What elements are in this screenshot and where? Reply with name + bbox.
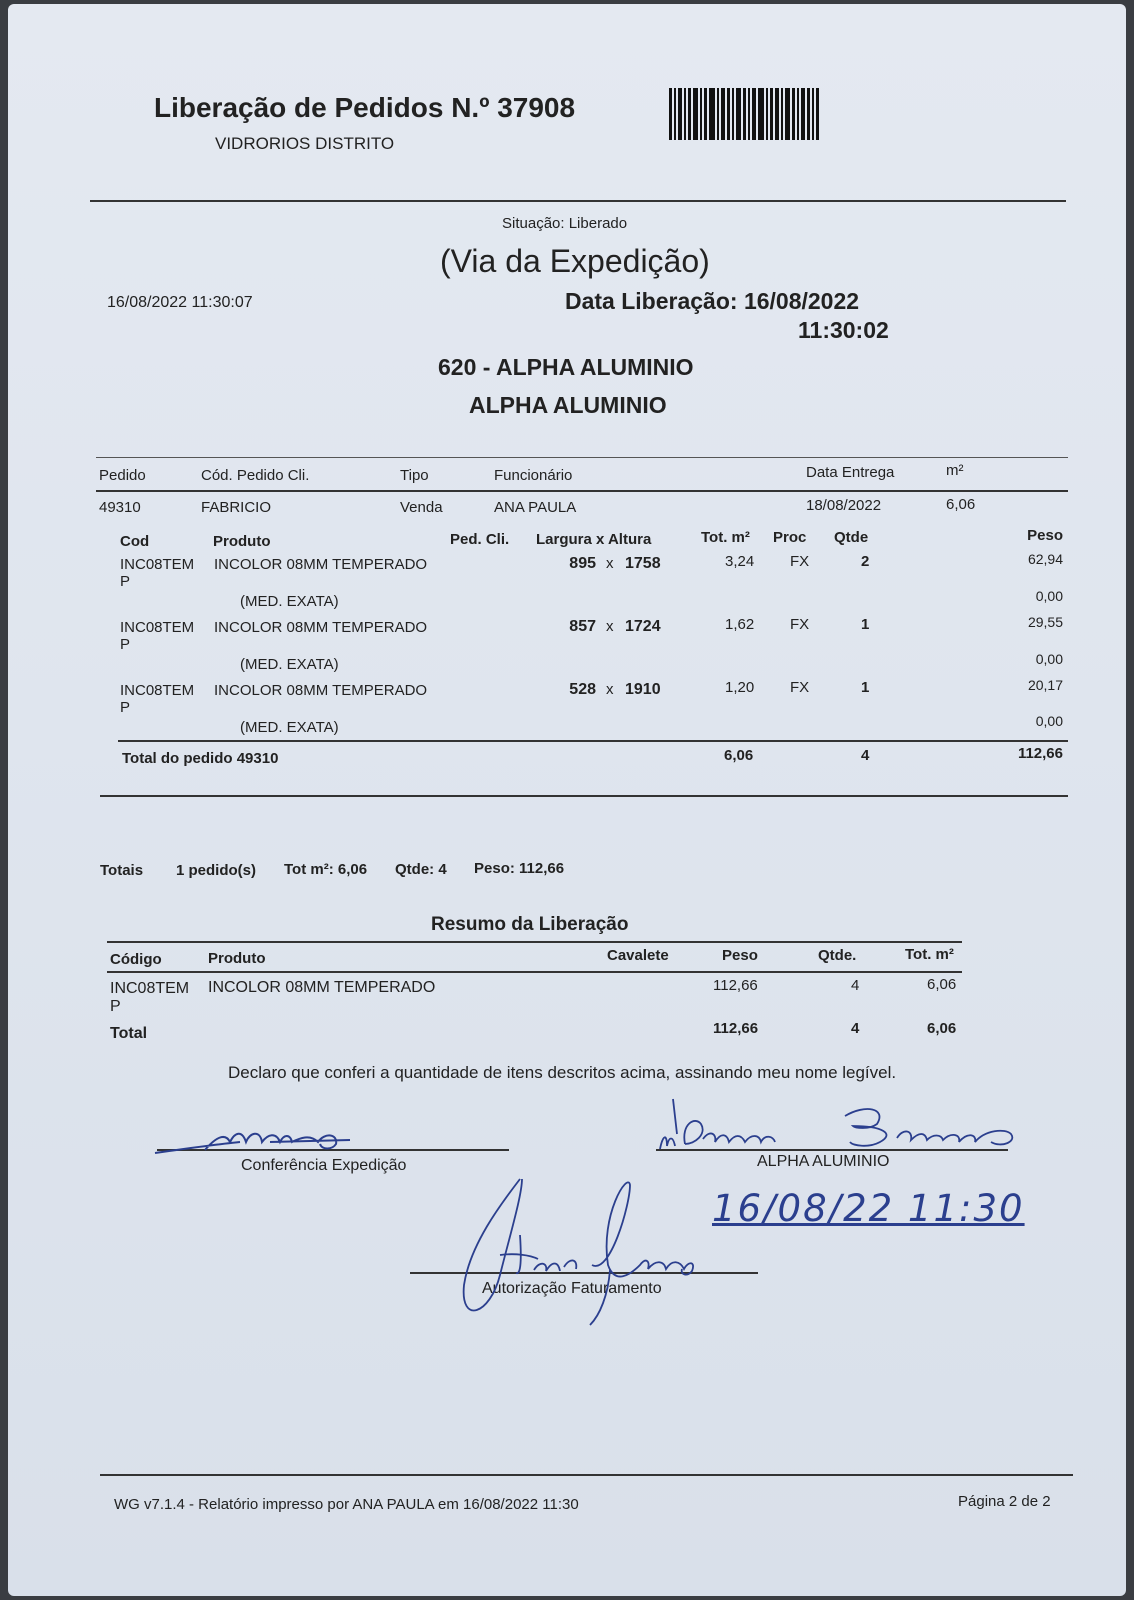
summary-col-cavalete: Cavalete xyxy=(607,947,669,964)
item-tot-m2: 1,62 xyxy=(725,616,755,633)
summary-col-tot-m2: Tot. m² xyxy=(905,946,954,963)
col-data-entrega: Data Entrega xyxy=(806,464,895,481)
col-largura-altura: Largura x Altura xyxy=(536,531,652,548)
order-funcionario: ANA PAULA xyxy=(494,499,577,516)
order-pedido: 49310 xyxy=(99,499,141,516)
item-altura: 1758 xyxy=(625,555,661,572)
summary-produto: INCOLOR 08MM TEMPERADO xyxy=(208,979,436,996)
totals-peso: Peso: 112,66 xyxy=(474,860,565,877)
company-name: VIDRORIOS DISTRITO xyxy=(215,134,395,153)
document-title: Liberação de Pedidos N.º 37908 xyxy=(154,92,576,123)
item-qtde: 2 xyxy=(861,553,870,570)
barcode-icon xyxy=(669,88,841,140)
col-m2: m² xyxy=(946,462,964,479)
order-table-header-border xyxy=(96,490,1068,492)
item-tot-m2: 1,20 xyxy=(725,679,755,696)
declaration-text: Declaro que conferi a quantidade de itens descritos acima, assinando meu nome legível. xyxy=(228,1063,897,1082)
item-note-peso: 0,00 xyxy=(1035,588,1063,604)
item-cod-suffix: P xyxy=(120,699,131,716)
summary-total-m2: 6,06 xyxy=(927,1020,957,1037)
summary-tot-m2: 6,06 xyxy=(927,976,957,993)
order-total-m2: 6,06 xyxy=(724,747,754,764)
item-note: (MED. EXATA) xyxy=(240,656,339,673)
summary-total-label: Total xyxy=(110,1025,148,1042)
order-table-top-border xyxy=(96,457,1068,458)
client-signature-label: ALPHA ALUMINIO xyxy=(757,1153,890,1170)
summary-title: Resumo da Liberação xyxy=(431,914,629,935)
order-total-label: Total do pedido 49310 xyxy=(122,750,279,767)
summary-col-peso: Peso xyxy=(722,947,758,964)
item-cod: INC08TEM xyxy=(120,682,195,699)
summary-header-border xyxy=(107,971,962,973)
totals-m2: Tot m²: 6,06 xyxy=(284,861,368,878)
item-cod: INC08TEM xyxy=(120,619,195,636)
col-tot-m2: Tot. m² xyxy=(701,529,750,546)
item-peso: 62,94 xyxy=(1027,551,1063,567)
item-peso: 29,55 xyxy=(1027,614,1063,630)
printed-datetime: 16/08/2022 11:30:07 xyxy=(107,294,253,311)
item-qtde: 1 xyxy=(861,679,870,696)
col-pedido: Pedido xyxy=(99,467,146,484)
order-m2: 6,06 xyxy=(946,496,976,513)
item-tot-m2: 3,24 xyxy=(725,553,755,570)
col-cod: Cod xyxy=(120,533,150,550)
item-altura: 1724 xyxy=(625,618,661,635)
summary-col-codigo: Código xyxy=(110,951,162,968)
conferencia-label: Conferência Expedição xyxy=(241,1157,407,1174)
summary-top-border xyxy=(107,941,962,943)
col-qtde: Qtde xyxy=(834,529,869,546)
item-largura: 528 xyxy=(569,681,596,698)
order-total-peso: 112,66 xyxy=(1017,745,1063,762)
footer-printed-by: WG v7.1.4 - Relatório impresso por ANA PAULA em 16/08/2022 11:30 xyxy=(114,1496,579,1513)
totals-pedidos: 1 pedido(s) xyxy=(176,862,257,879)
footer-page-number: Página 2 de 2 xyxy=(958,1493,1051,1510)
item-note: (MED. EXATA) xyxy=(240,719,339,736)
conferencia-signature xyxy=(150,1120,400,1160)
item-peso: 20,17 xyxy=(1027,677,1063,693)
summary-total-peso: 112,66 xyxy=(713,1020,759,1037)
item-proc: FX xyxy=(790,616,810,633)
item-dimension-x: x xyxy=(606,555,614,572)
client-code-name: 620 - ALPHA ALUMINIO xyxy=(438,354,694,380)
item-largura: 857 xyxy=(569,618,596,635)
order-tipo: Venda xyxy=(400,499,443,516)
client-signature xyxy=(655,1094,1055,1154)
summary-codigo-suffix: P xyxy=(110,998,121,1015)
items-total-border xyxy=(118,740,1068,742)
col-funcionario: Funcionário xyxy=(494,467,573,484)
col-cod-pedido-cli: Cód. Pedido Cli. xyxy=(201,467,310,484)
handwritten-date: 16/08/22 11:30 xyxy=(712,1187,1025,1230)
client-name: ALPHA ALUMINIO xyxy=(469,392,667,418)
autorizacao-signature xyxy=(460,1175,710,1335)
order-data-entrega: 18/08/2022 xyxy=(806,497,882,514)
col-proc: Proc xyxy=(773,529,807,546)
summary-col-produto: Produto xyxy=(208,950,266,967)
order-section-bottom-border xyxy=(100,795,1068,797)
col-tipo: Tipo xyxy=(400,467,429,484)
item-proc: FX xyxy=(790,553,810,570)
item-note-peso: 0,00 xyxy=(1035,713,1063,729)
footer-divider xyxy=(100,1474,1073,1476)
item-cod: INC08TEM xyxy=(120,556,195,573)
totals-qtde: Qtde: 4 xyxy=(395,861,447,878)
col-ped-cli: Ped. Cli. xyxy=(450,531,510,548)
summary-total-qtde: 4 xyxy=(851,1020,860,1037)
order-cod-pedido-cli: FABRICIO xyxy=(201,499,272,516)
item-produto: INCOLOR 08MM TEMPERADO xyxy=(214,682,428,699)
order-total-qtde: 4 xyxy=(861,747,870,764)
item-cod-suffix: P xyxy=(120,636,131,653)
summary-peso: 112,66 xyxy=(713,977,758,994)
item-altura: 1910 xyxy=(625,681,661,698)
via-title: (Via da Expedição) xyxy=(440,243,710,279)
header-divider xyxy=(90,200,1066,202)
release-time: 11:30:02 xyxy=(798,317,889,343)
item-qtde: 1 xyxy=(861,616,870,633)
item-proc: FX xyxy=(790,679,810,696)
autorizacao-label: Autorização Faturamento xyxy=(482,1280,662,1297)
summary-col-qtde: Qtde. xyxy=(818,947,857,964)
item-dimension-x: x xyxy=(606,618,614,635)
release-date: Data Liberação: 16/08/2022 xyxy=(565,288,860,314)
summary-codigo: INC08TEM xyxy=(110,980,190,997)
item-produto: INCOLOR 08MM TEMPERADO xyxy=(214,619,428,636)
totals-label: Totais xyxy=(100,862,144,879)
item-cod-suffix: P xyxy=(120,573,131,590)
summary-qtde: 4 xyxy=(851,977,860,994)
situation-status: Situação: Liberado xyxy=(502,215,628,232)
item-dimension-x: x xyxy=(606,681,614,698)
item-note-peso: 0,00 xyxy=(1035,651,1063,667)
item-produto: INCOLOR 08MM TEMPERADO xyxy=(214,556,428,573)
item-note: (MED. EXATA) xyxy=(240,593,339,610)
item-largura: 895 xyxy=(569,555,596,572)
col-produto: Produto xyxy=(213,533,271,550)
col-peso: Peso xyxy=(1027,527,1063,544)
